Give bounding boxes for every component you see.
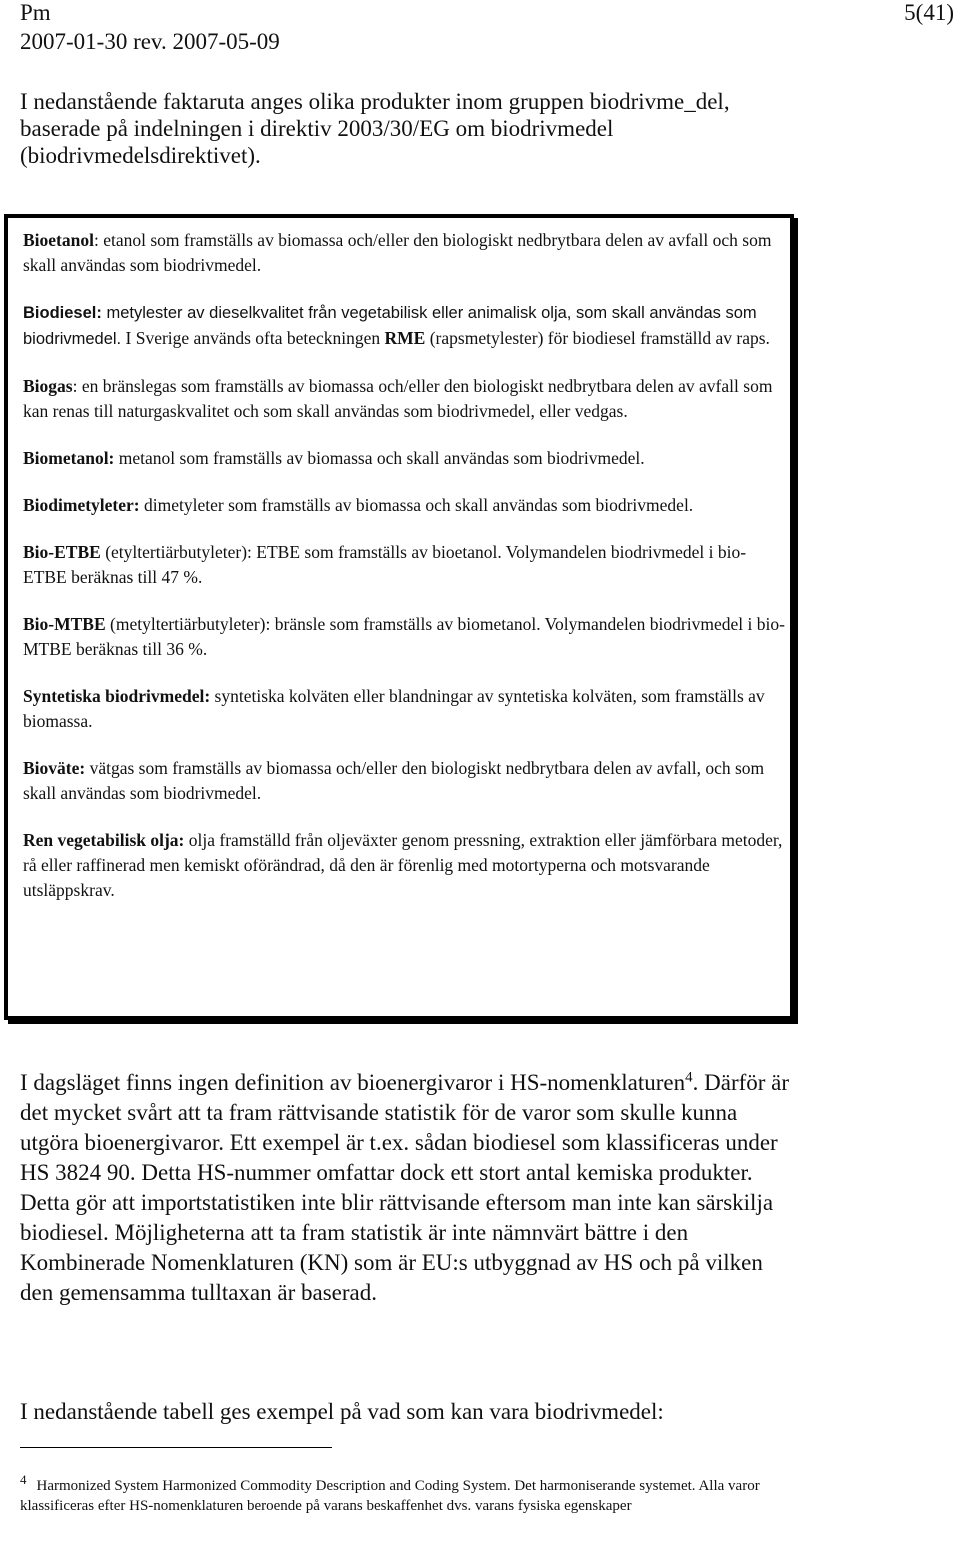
fact-ren-vegetabilisk-olja xyxy=(23,828,788,903)
fact-text: syntetiska kolväten eller blandningar av syntetiska kolväten, som framställs av biomassa. xyxy=(23,686,765,731)
fact-text: (etyltertiärbutyleter): ETBE som framställs av bioetanol. Volymandelen biodrivmedel i bio-ETBE beräknas till 47 %. xyxy=(23,542,747,587)
fact-text: dimetyleter som framställs av biomassa och skall användas som biodrivmedel. xyxy=(139,495,694,515)
fact-term: Biometanol: xyxy=(23,448,115,468)
fact-text: etanol som framställs av biomassa och/eller den biologiskt nedbrytbara delen av avfall och som skall användas som biodrivmedel. xyxy=(23,230,772,275)
fact-biometanol xyxy=(23,446,788,471)
page-header-left xyxy=(20,0,280,56)
footnote-text: Harmonized System Harmonized Commodity Description and Coding System. Det harmoniserande systemet. Alla varor klassificeras efter HS-nomenklaturen beroende på varans beskaffenhet dvs. varans fysiska egenskaper xyxy=(20,1478,760,1514)
fact-bioetanol xyxy=(23,228,788,278)
fact-separator: : xyxy=(93,230,99,250)
footnote-reference[interactable]: 4 xyxy=(685,1069,693,1086)
fact-text: metanol som framställs av biomassa och skall användas som biodrivmedel. xyxy=(114,448,645,468)
fact-text: metylester av dieselkvalitet från vegetabilisk eller animalisk olja, som skall användas som biodrivmedel. xyxy=(23,304,757,348)
fact-biovate xyxy=(23,756,788,806)
fact-biogas xyxy=(23,374,788,424)
table-intro-paragraph: I nedanstående tabell ges exempel på vad som kan vara biodrivmedel: xyxy=(20,1399,664,1424)
fact-term: Biodimetyleter: xyxy=(23,495,140,515)
fact-text: olja framställd från oljeväxter genom pressning, extraktion eller jämförbara metoder, rå eller raffinerad men kemiskt oförändrad, då den är förenlig med motortyperna och motsvarande utsläppskrav. xyxy=(23,830,783,900)
fact-text: (metyltertiärbutyleter): bränsle som framställs av biometanol. Volymandelen biodrivmedel i bio-MTBE beräknas till 36 %. xyxy=(23,614,785,659)
fact-text: en bränslegas som framställs av biomassa och/eller den biologiskt nedbrytbara delen av avfall som kan renas till naturgaskvalitet och som skall användas som biodrivmedel, eller vedgas. xyxy=(23,376,773,421)
fact-text: I Sverige används ofta beteckningen xyxy=(121,328,385,348)
document-type: Pm xyxy=(20,0,51,25)
fact-term: Bio-MTBE xyxy=(23,614,106,634)
body-paragraph xyxy=(20,1068,795,1308)
document-date: 2007-01-30 rev. 2007-05-09 xyxy=(20,29,280,54)
fact-text: vätgas som framställs av biomassa och/eller den biologiskt nedbrytbara delen av avfall, och som skall användas som biodrivmedel. xyxy=(23,758,765,803)
fact-biodiesel xyxy=(23,300,788,352)
fact-term: Biogas xyxy=(23,376,73,396)
intro-paragraph: I nedanstående faktaruta anges olika produkter inom gruppen biodrivme_del, baserade på indelningen i direktiv 2003/30/EG om biodrivmedel (biodrivmedelsdirektivet). xyxy=(20,89,730,168)
body-text-start: I dagsläget finns ingen definition av bioenergivaror i HS-nomenklaturen xyxy=(20,1070,686,1095)
fact-term: Ren vegetabilisk olja: xyxy=(23,830,185,850)
fact-biodimetyleter xyxy=(23,493,788,518)
fact-separator: : xyxy=(72,376,78,396)
page-number: 5(41) xyxy=(904,0,954,25)
fact-bio-mtbe xyxy=(23,612,788,662)
fact-term: RME xyxy=(384,328,426,348)
fact-term: Biodiesel: xyxy=(23,304,102,322)
fact-text: (rapsmetylester) för biodiesel framställd av raps. xyxy=(425,328,770,348)
footnote-mark: 4 xyxy=(20,1472,27,1487)
fact-term: Bioetanol xyxy=(23,230,94,250)
body-text-rest: . Därför är det mycket svårt att ta fram rättvisande statistik för de varor som skulle kunna utgöra bioenergivaror. Ett exempel är t.ex. sådan biodiesel som klassificeras under HS 3824 90. Detta HS-nummer omfattar dock ett stort antal kemiska produkter. Detta gör att importstatistiken inte blir rättvisande eftersom man inte kan särskilja biodiesel. Möjligheterna att ta fram statistik är inte nämnvärt bättre i den Kombinerade Nomenklaturen (KN) som är EU:s utbyggnad av HS och på vilken den gemensamma tulltaxan är baserad. xyxy=(20,1070,790,1305)
fact-box xyxy=(4,214,794,1020)
fact-term: Bioväte: xyxy=(23,758,86,778)
fact-term: Bio-ETBE xyxy=(23,542,101,562)
footnote xyxy=(20,1470,780,1516)
fact-term: Syntetiska biodrivmedel: xyxy=(23,686,211,706)
footnote-divider xyxy=(20,1447,332,1448)
fact-syntetiska-biodrivmedel xyxy=(23,684,788,734)
fact-bio-etbe xyxy=(23,540,788,590)
